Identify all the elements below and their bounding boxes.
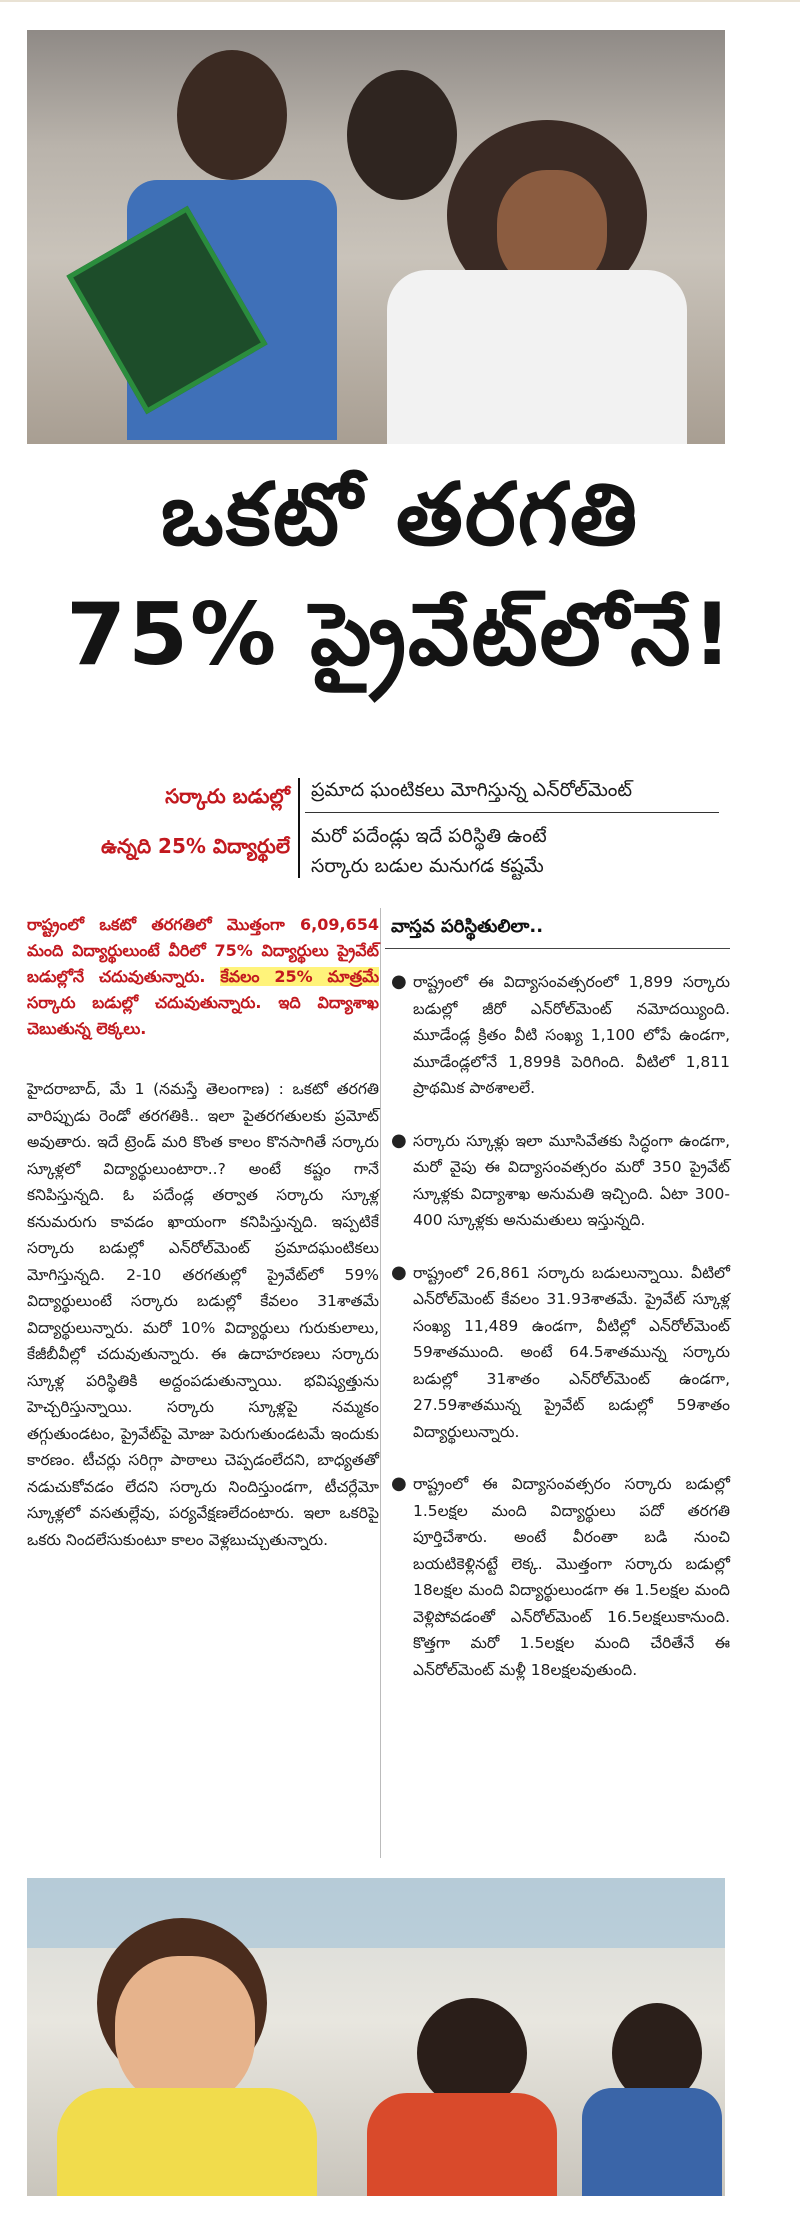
left-column	[27, 912, 379, 1553]
yellow-shirt	[57, 2088, 317, 2196]
lead-highlighted-text: కేవలం 25% మాత్రమే	[220, 967, 379, 986]
right-column	[385, 912, 730, 1709]
fact-point	[385, 1128, 730, 1234]
white-shirt	[387, 270, 687, 444]
highlight-divider	[298, 778, 300, 878]
red-shirt	[367, 2093, 557, 2196]
fact-point	[385, 1260, 730, 1446]
body-paragraph: హైదరాబాద్‌, మే 1 (నమస్తే తెలంగాణ) : ఒకటో తరగతి వారిప్పుడు రెండో తరగతికి.. ఇలా పైతరగతులకు ప్రమోట్‌ అవుతారు. ఇదే ట్రెండ్‌ మరి కొంత కాలం కొనసాగితే సర్కారు స్కూళ్లలో విద్యార్థులుంటారా..? అంటే కష్టం గానే కనిపిస్తున్నది. ఓ పదేండ్ల తర్వాత సర్కారు స్కూళ్ల కనుమరుగు కావడం ఖాయంగా కనిపిస్తున్నది. ఇప్పటికే సర్కారు బడుల్లో ఎన్‌రోల్‌మెంట్‌ ప్రమాదఘంటికలు మోగిస్తున్నది. 2-10 తరగతుల్లో ప్రైవేట్‌లో 59% విద్యార్థులుంటే సర్కారు బడుల్లో కేవలం 31శాతమే విద్యార్థులున్నారు. మరో 10% విద్యార్థులు గురుకులాలు, కేజీబీవీల్లో చదువుతున్నారు. ఈ ఉదాహరణలు సర్కారు స్కూళ్ల పరిస్థితికి అద్దంపడుతున్నాయి. భవిష్యత్తును హెచ్చరిస్తున్నాయి. సర్కారు స్కూళ్లపై నమ్మకం తగ్గుతుండటం, ప్రైవేట్‌పై మోజు పెరుగుతుండటమే ఇందుకు కారణం. టీచర్లు సరిగ్గా పాఠాలు చెప్పడంలేదని, బాధ్యతతో నడుచుకోవడం లేదని సర్కారు నిందిస్తుండగా, టీచర్లేమో స్కూళ్లలో వసతుల్లేవు, పర్యవేక్షణలేదంటారు. ఇలా ఒకరిపై ఒకరు నిందలేసుకుంటూ కాలం వెళ్లబుచ్చుతున్నారు.	[27, 1080, 379, 1549]
top-rule	[0, 0, 800, 2]
bottom-photo-classroom	[27, 1878, 725, 2196]
highlight-right-line-3: సర్కారు బడుల మనుగడ కష్టమే	[311, 855, 544, 877]
bullet-icon: ●	[391, 971, 407, 992]
smiling-boy-face	[115, 1956, 255, 2106]
boy-2-hair	[417, 1998, 527, 2108]
column-divider	[380, 908, 381, 1858]
fact-point	[385, 969, 730, 1102]
fact-text: రాష్ట్రంలో 26,861 సర్కారు బడులున్నాయి. వీటిలో ఎన్‌రోల్‌మెంట్‌ కేవలం 31.93శాతమే. ప్రైవేట్‌ స్కూళ్ల సంఖ్య 11,489 ఉండగా, వీటిల్లో ఎన్‌రోల్‌మెంట్‌ 59శాతముంది. అంటే 64.5శాతమున్న సర్కారు బడుల్లో 31శాతం ఎన్‌రోల్‌మెంట్‌ ఉండగా, 27.59శాతమున్న ప్రైవేట్‌ బడుల్లో 59శాతం విద్యార్థులున్నారు.	[413, 1263, 730, 1441]
top-photo-children-writing	[27, 30, 725, 444]
fact-text: రాష్ట్రంలో ఈ విద్యాసంవత్సరం సర్కారు బడుల్లో 1.5లక్షల మంది విద్యార్థులు పదో తరగతి పూర్తిచేశారు. అంటే వీరంతా బడి నుంచి బయటికెళ్లినట్టే లెక్క. మొత్తంగా సర్కారు బడుల్లో 18లక్షల మంది విద్యార్థులుండగా ఈ 1.5లక్షల మంది వెళ్లిపోవడంతో ఎన్‌రోల్‌మెంట్‌ 16.5లక్షలుకానుంది. కొత్తగా మరో 1.5లక్షల మంది చేరితేనే ఈ ఎన్‌రోల్‌మెంట్‌ మళ్లీ 18లక్షలవుతుంది.	[413, 1475, 730, 1679]
highlight-right-line-2: మరో పదేండ్లు ఇదే పరిస్థితి ఉంటే	[311, 825, 547, 847]
child-head-1	[177, 50, 287, 180]
lead-text-1: రాష్ట్రంలో ఒకటో తరగతిలో మొత్తంగా 6,09,654 మంది విద్యార్థులుంటే వీరిలో 75% విద్యార్థులు ప్రైవేట్‌ బడుల్లోనే చదువుతున్నారు.	[27, 915, 379, 986]
facts-heading: వాస్తవ పరిస్థితులిలా..	[385, 912, 730, 949]
blue-dress	[582, 2088, 722, 2196]
fact-point	[385, 1471, 730, 1683]
highlight-left-line-1: సర్కారు బడుల్లో	[165, 784, 290, 808]
bullet-icon: ●	[391, 1473, 407, 1494]
bullet-icon: ●	[391, 1261, 407, 1283]
headline-line-2: 75% ప్రైవేట్‌లోనే!	[66, 585, 734, 685]
fact-text: రాష్ట్రంలో ఈ విద్యాసంవత్సరంలో 1,899 సర్కారు బడుల్లో జీరో ఎన్‌రోల్‌మెంట్‌ నమోదయ్యింది. మూడేండ్ల క్రితం వీటి సంఖ్య 1,100 లోపే ఉండగా, మూడేండ్లలోనే 1,899కి పెరిగింది. వీటిలో 1,811 ప్రాథమిక పాఠశాలలే.	[413, 973, 730, 1097]
lead-text-2: సర్కారు బడుల్లో చదువుతున్నారు. ఇది విద్యాశాఖ చెబుతున్న లెక్కలు.	[27, 993, 379, 1038]
child-head-2	[347, 70, 457, 200]
fact-text: సర్కారు స్కూళ్లు ఇలా మూసివేతకు సిద్ధంగా ఉండగా, మరో వైపు ఈ విద్యాసంవత్సరం మరో 350 ప్రైవేట్‌ స్కూళ్లకు విద్యాశాఖ అనుమతి ఇచ్చింది. ఏటా 300-400 స్కూళ్లకు అనుమతులు ఇస్తున్నది.	[413, 1131, 730, 1229]
bullet-icon: ●	[391, 1129, 407, 1151]
highlight-right-line-1: ప్రమాద ఘంటికలు మోగిస్తున్న ఎన్‌రోల్‌మెంట్‌	[305, 776, 719, 813]
headline-line-1: ఒకటో తరగతి	[160, 465, 640, 565]
lead-paragraph	[27, 912, 379, 1042]
highlight-left-line-2: ఉన్నది 25% విద్యార్థులే	[101, 834, 290, 858]
